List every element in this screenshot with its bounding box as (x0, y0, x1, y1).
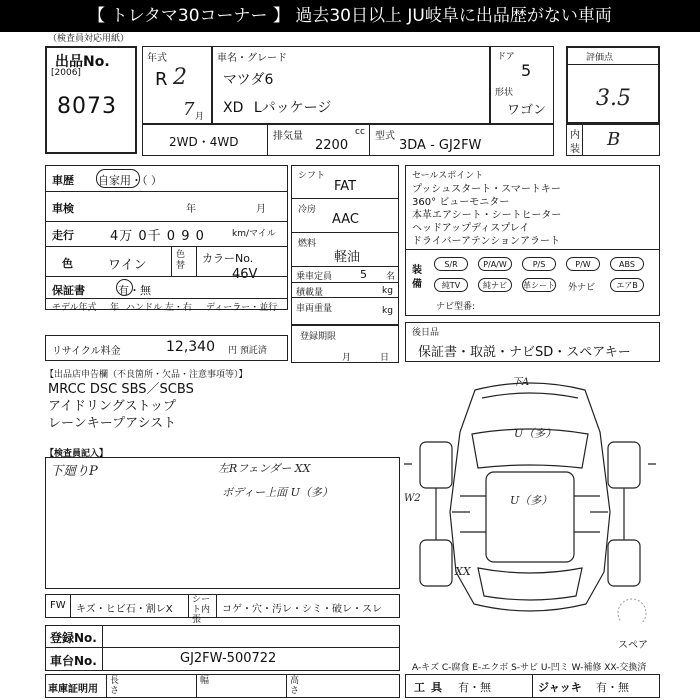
recycle-label: リサイクル料金 (52, 346, 121, 357)
spare-label: スペア (618, 640, 648, 651)
equip-paw: P/A/W (478, 257, 512, 271)
equip-leather: 革シート (522, 278, 556, 292)
banner: 【 トレタマ30コーナー 】 過去30日以上 JU岐阜に出品歴がない車両 (0, 0, 700, 32)
warranty-value: 有・無 (118, 284, 151, 297)
score-value: 3.5 (596, 86, 631, 111)
displacement-label: 排気量 (273, 131, 303, 142)
features-box (405, 165, 660, 316)
tools-value: 有・無 (458, 681, 491, 694)
seller-note-1: MRCC DSC SBS／SCBS (48, 382, 194, 397)
cert-col-height: 高さ (290, 676, 300, 696)
diagram-rear-note: XX (455, 565, 471, 578)
shift-value: FAT (334, 179, 357, 194)
mech-table (291, 165, 399, 325)
handle-value: ハンドル 左・右 (126, 303, 192, 313)
seat-label: シート内張 (192, 595, 211, 625)
capacity-value: 5 (360, 268, 367, 281)
registration-period-label: 登録期限 (300, 332, 337, 342)
inspector-notes-box (45, 457, 400, 589)
inspector-notes-label: 【検査員記入】 (45, 449, 109, 459)
cert-box (45, 674, 400, 698)
color-code: 46V (232, 267, 258, 282)
jack-value: 有・無 (596, 681, 629, 694)
seat-value: コゲ・穴・汚レ・シミ・破レ・スレ (222, 604, 382, 615)
displacement-unit: cc (355, 127, 365, 137)
lot-box (45, 46, 137, 154)
registration-period-box (291, 325, 399, 363)
documents-label: 後日品 (412, 328, 440, 338)
sales-point-2: 360° ビューモニター (412, 197, 510, 208)
model-name: マツダ6 (223, 72, 274, 88)
model-code-value: 3DA - GJ2FW (399, 138, 482, 153)
diagram-side-note: W2 (404, 493, 421, 504)
mileage-value: 4万 0千 0 9 0 (110, 229, 205, 244)
diagram-roof-note: U（多） (510, 494, 553, 507)
cert-col-length: 長さ (110, 676, 120, 696)
score-box (566, 46, 660, 124)
navi-model-label: ナビ型番: (436, 302, 476, 312)
year-label: 年式 (147, 53, 167, 64)
registration-no-label: 登録No. (50, 631, 97, 645)
recycle-unit: 円 預託済 (228, 346, 267, 356)
equip-ps: P/S (522, 257, 556, 271)
interior-label-2: 装 (570, 144, 580, 155)
documents-box (405, 322, 660, 362)
model-grade: XD Lパッケージ (223, 100, 332, 116)
tools-label: 工具 (414, 681, 448, 694)
mileage-unit: km/マイル (232, 229, 276, 239)
lot-label: 出品No. (55, 54, 110, 70)
interior-value: B (607, 129, 621, 150)
inspection-label: 車検 (52, 202, 74, 215)
equip-tv: 純TV (434, 278, 468, 292)
doors-label: ドア (497, 52, 515, 62)
color-code-label: カラーNo. (202, 252, 254, 265)
inspector-note-right-1: 左Rフェンダー XX (218, 462, 311, 475)
shift-label: シフト (298, 171, 326, 181)
mileage-label: 走行 (52, 229, 74, 242)
interior-box (566, 124, 660, 156)
weight-unit: kg (382, 306, 393, 316)
cert-label: 車庫証明用 (48, 684, 98, 695)
fuel-value: 軽油 (334, 250, 361, 265)
color-change-label: 色替 (176, 250, 186, 271)
color-value: ワイン (108, 258, 147, 273)
sales-point-1: プッシュスタート・スマートキー (412, 184, 561, 195)
inspection-year: 年 (186, 204, 196, 215)
seller-notes-label: 【出品店申告欄（不良箇所・欠品・注意事項等）】 (45, 370, 248, 380)
model-year-year: 年 (110, 303, 120, 313)
score-label: 評価点 (586, 53, 614, 63)
equip-abs: ABS (610, 257, 644, 271)
sales-points-label: セールスポイント (412, 171, 484, 181)
cert-col-width: 幅 (200, 676, 210, 686)
spec-row (142, 124, 554, 156)
interior-label-1: 内 (570, 130, 580, 141)
capacity-unit: 名 (386, 272, 396, 282)
tools-box (405, 674, 660, 698)
equip-navi: 純ナビ (478, 278, 512, 292)
lot-stamp: [2006] (51, 68, 81, 78)
registration-period-month: 月 (342, 353, 352, 363)
year-month-suffix: 月 (195, 112, 205, 122)
inspector-note-right-2: ボディー上面 U（多） (222, 486, 333, 499)
equip-sr: S/R (434, 257, 468, 271)
model-code-label: 型式 (375, 131, 395, 142)
history-label: 車歴 (52, 174, 74, 187)
fw-label: FW (50, 600, 66, 611)
load-unit: kg (382, 286, 393, 296)
registration-period-day: 日 (380, 353, 390, 363)
doors-value: 5 (521, 61, 532, 80)
diagram-front-note: U（多） (514, 427, 557, 440)
load-label: 積載量 (296, 288, 324, 298)
equip-pw: P/W (566, 257, 600, 271)
equip-ext-navi: 外ナビ (568, 283, 596, 293)
vehicle-header (142, 46, 554, 124)
year-era: R (155, 69, 168, 90)
documents-value: 保証書・取説・ナビSD・スペアキー (418, 345, 631, 360)
equip-airbag: エアB (610, 278, 644, 292)
damage-row (45, 594, 400, 625)
seller-note-3: レーンキープアシスト (48, 416, 177, 431)
sales-point-3: 本革エアシート・シートヒーター (412, 210, 562, 221)
chassis-no-label: 車台No. (50, 654, 97, 668)
displacement-value: 2200 (315, 138, 349, 153)
lot-number: 8073 (57, 94, 117, 119)
history-value: 自家用・（ ） (98, 174, 162, 187)
fuel-label: 燃料 (298, 239, 317, 249)
model-label: 車名・グレード (217, 53, 287, 64)
info-table (45, 165, 288, 313)
capacity-label: 乗車定員 (296, 272, 333, 282)
ac-label: 冷房 (298, 205, 317, 215)
drive-value: 2WD・4WD (169, 135, 239, 149)
fw-value: キズ・ヒビ石・割レX (76, 604, 173, 615)
chassis-no-value: GJ2FW-500722 (180, 651, 277, 666)
sales-point-5: ドライバーアテンションアラート (412, 236, 561, 247)
ac-value: AAC (332, 212, 359, 227)
jack-label: ジャッキ (538, 681, 582, 694)
color-label: 色 (62, 257, 73, 270)
model-year-label: モデル年式 (52, 303, 97, 313)
dealer-value: ディーラー・並行 (206, 303, 278, 313)
body-type-value: ワゴン (507, 103, 547, 118)
warranty-label: 保証書 (52, 284, 85, 297)
seller-note-2: アイドリングストップ (48, 399, 177, 414)
year-value: 2 (173, 65, 187, 90)
recycle-box (45, 335, 288, 361)
diagram-top-note: 下A (512, 377, 530, 388)
top-partial-label: （検査員対応用紙） (48, 34, 130, 44)
damage-legend: A-キズ C-腐食 E-エクボ S-サビ U-凹ミ W-補修 XX-交換済 (412, 663, 647, 673)
sales-point-4: ヘッドアップディスプレイ (412, 223, 530, 234)
inspection-month: 月 (256, 204, 266, 215)
body-type-label: 形状 (495, 88, 514, 98)
weight-label: 車両重量 (296, 304, 333, 314)
year-month: 7 (183, 99, 195, 120)
registration-box (45, 625, 400, 671)
equipment-label: 装備 (412, 265, 422, 290)
inspector-note-left: 下廻りP (50, 464, 98, 479)
recycle-value: 12,340 (166, 339, 215, 355)
